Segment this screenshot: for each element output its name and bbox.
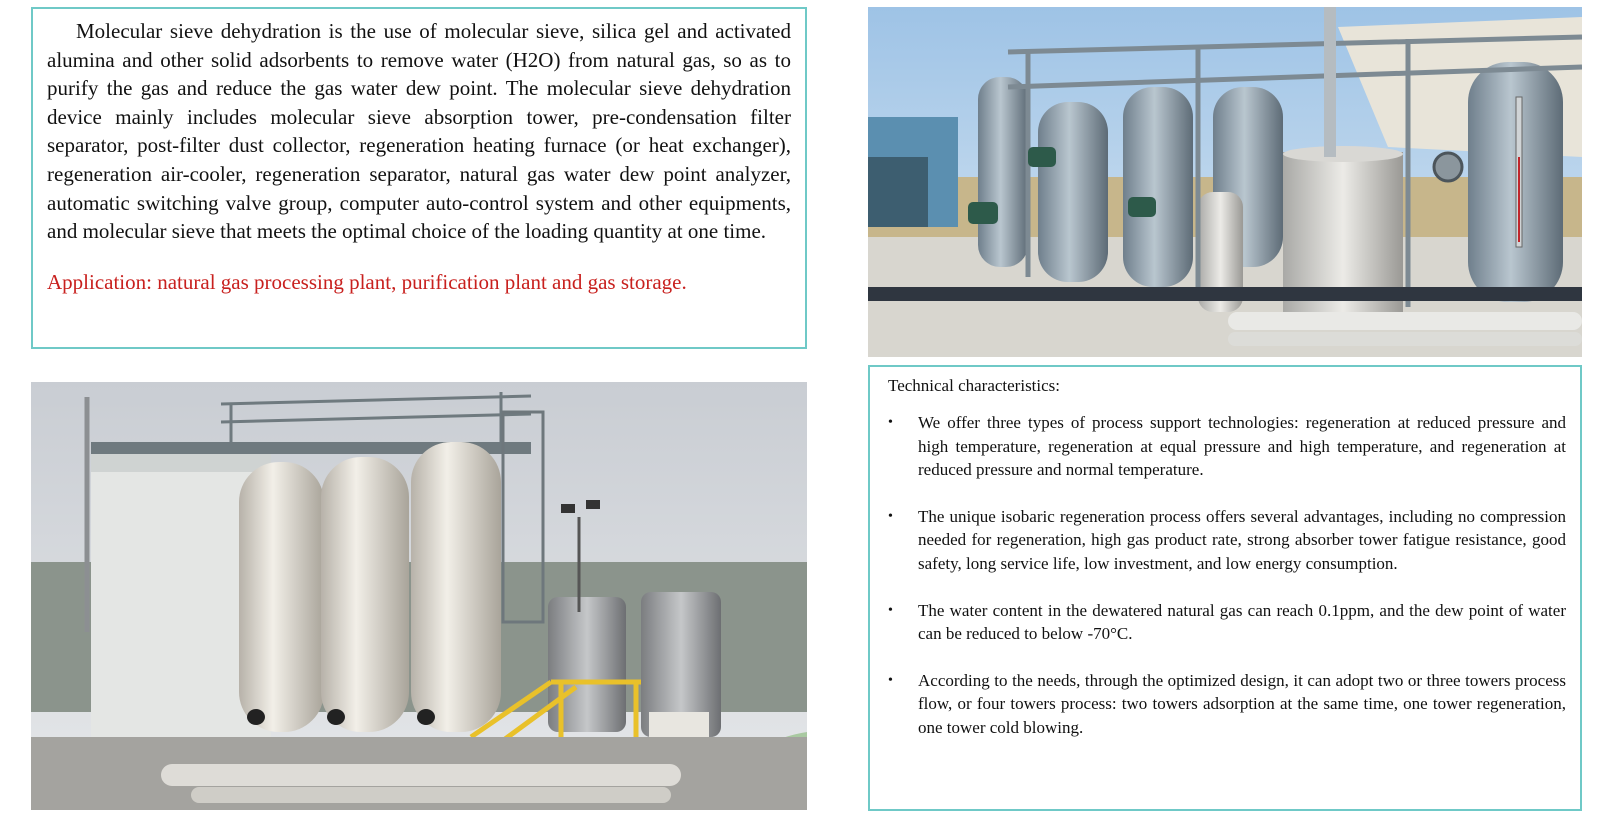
technical-characteristics-box [868,365,1582,811]
list-item-text: The water content in the dewatered natural gas can reach 0.1ppm, and the dew point of water can be reduced to below -70°C. [918,600,1566,644]
bullet-icon: • [888,672,893,688]
list-item-text: According to the needs, through the optimized design, it can adopt two or three towers process flow, or four towers process: two towers adsorption at the same time, one tower regeneration, one tower cold blowing. [918,670,1566,737]
list-item [888,505,1566,576]
dehydration-unit-photo [868,7,1582,357]
bullet-icon: • [888,415,893,430]
bullet-icon: • [888,602,893,618]
technical-list [888,411,1566,740]
adsorption-towers-photo [31,382,807,810]
application-statement: Application: natural gas processing plant, purification plant and gas storage. [47,269,687,294]
list-item [888,411,1566,482]
intro-text-box [31,7,807,349]
list-item [888,599,1566,646]
list-item-text: We offer three types of process support technologies: regeneration at reduced pressure and high temperature, regeneration at equal pressure and high temperature, and regeneration at reduced pressure and normal temperature. [918,413,1566,480]
technical-heading: Technical characteristics: [888,376,1061,395]
list-item [888,669,1566,740]
list-item-text: The unique isobaric regeneration process offers several advantages, including no compression needed for regeneration, high gas product rate, strong absorber tower fatigue resistance, good safety, long service life, low investment, and low energy consumption. [918,506,1566,573]
intro-paragraph: Molecular sieve dehydration is the use of molecular sieve, silica gel and activated alumina and other solid adsorbents to remove water (H2O) from natural gas, so as to purify the gas and reduce the gas water dew point. The molecular sieve dehydration device mainly includes molecular sieve absorption tower, pre-condensation filter separator, post-filter dust collector, regeneration heating furnace (or heat exchanger), regeneration air-cooler, regeneration separator, natural gas water dew point analyzer, automatic switching valve group, computer auto-control system and other equipments, and molecular sieve that meets the optimal choice of the loading quantity at one time. [47,19,791,244]
bullet-icon: • [888,508,893,524]
